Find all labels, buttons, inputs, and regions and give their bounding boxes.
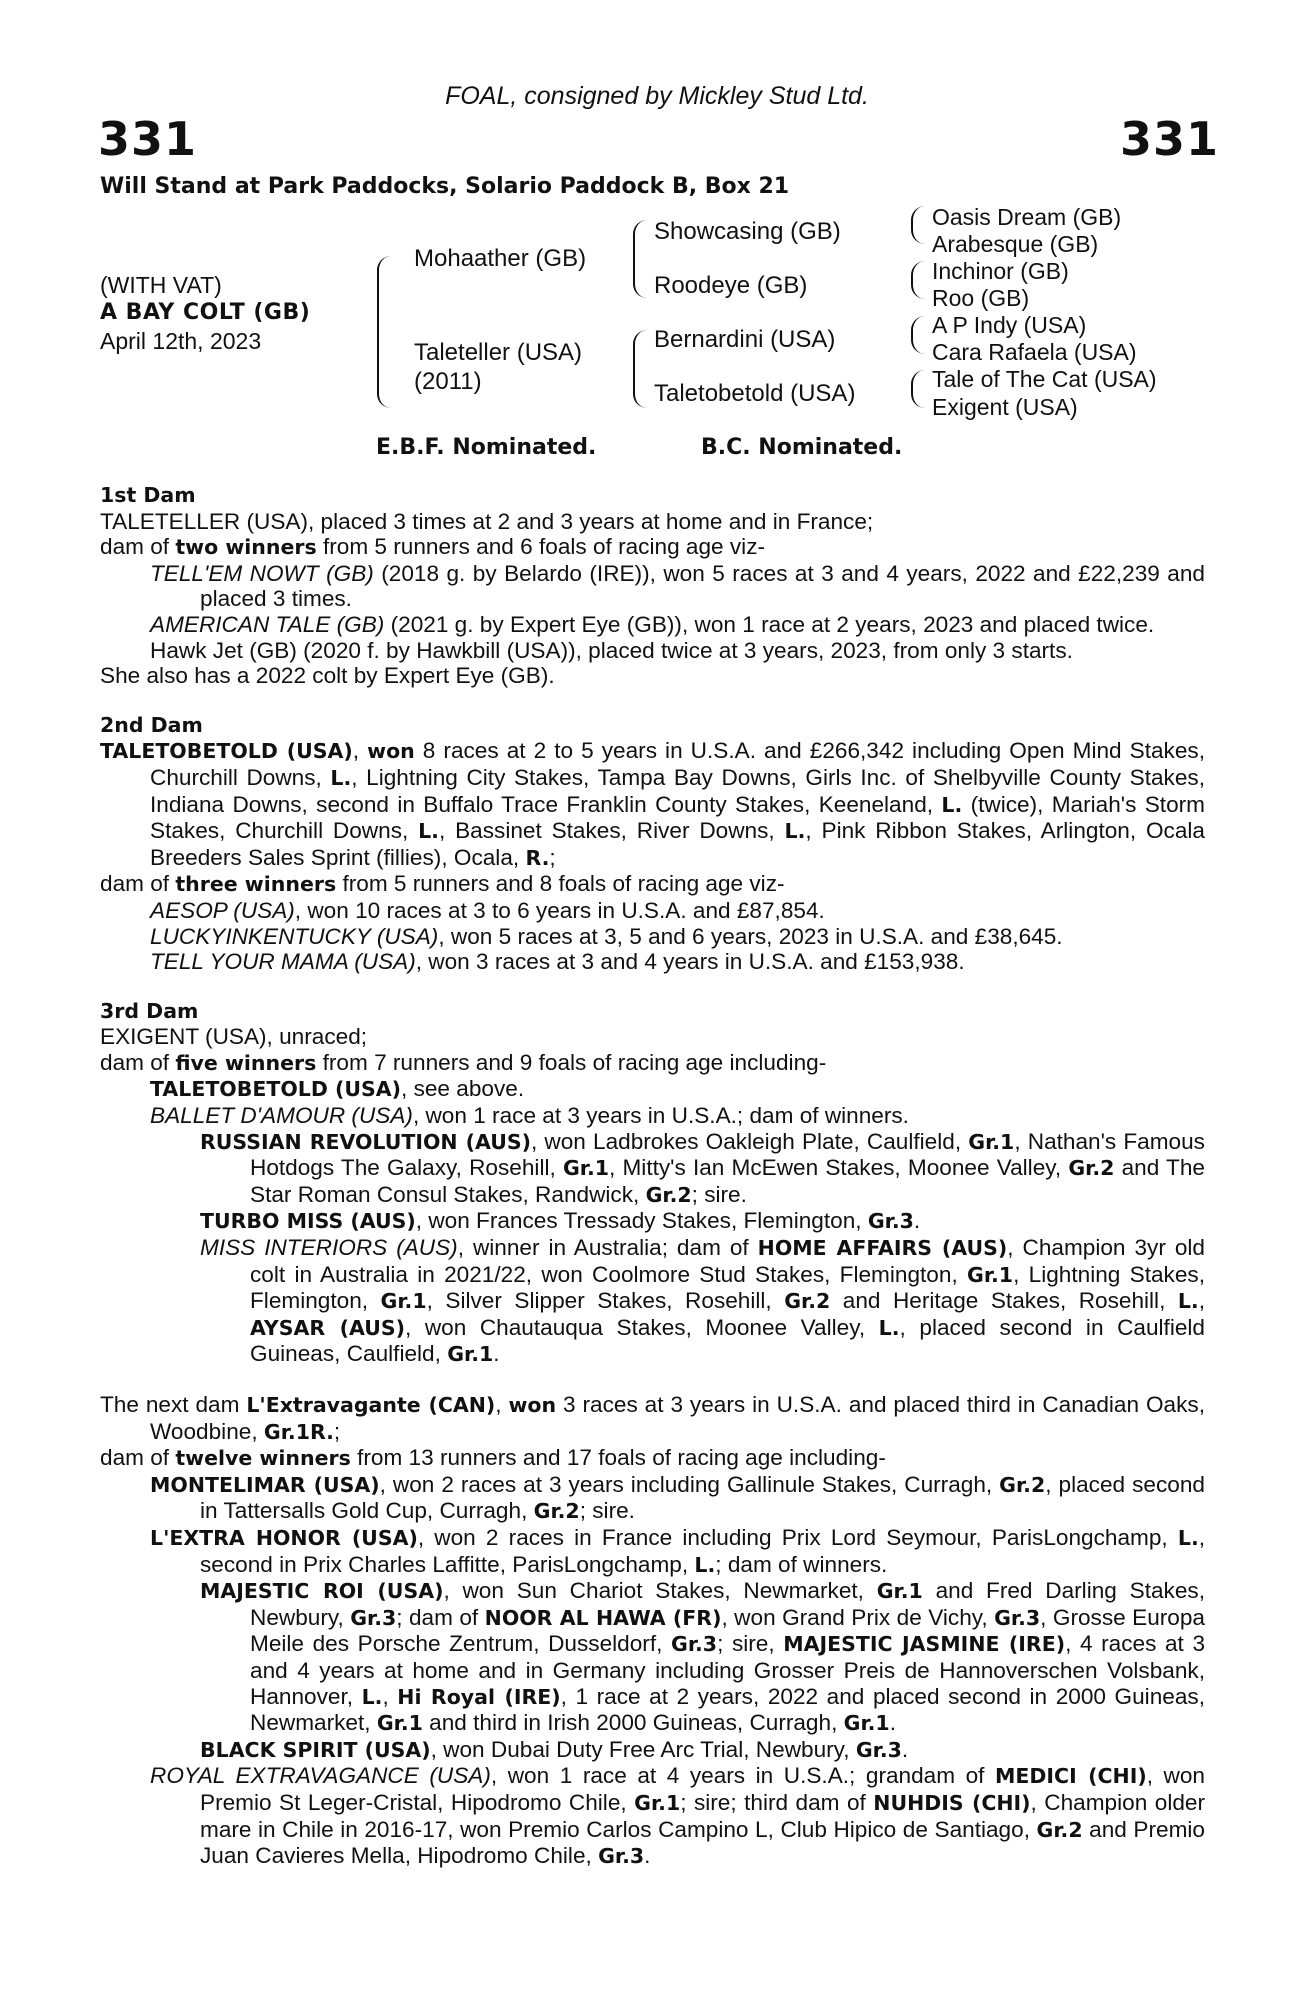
pedigree-brace-sire	[633, 220, 653, 298]
pedigree-brace-ss	[911, 206, 931, 244]
pedigree-brace-dam	[633, 330, 653, 408]
bc-nomination: B.C. Nominated.	[701, 435, 903, 460]
pedigree-brace-ds	[911, 316, 931, 354]
first-dam-heading: 1st Dam	[100, 483, 196, 507]
pedigree-sire-sire: Showcasing (GB)	[654, 218, 841, 245]
first-dam-note: She also has a 2022 colt by Expert Eye (GB).	[100, 663, 555, 689]
ebf-nomination: E.B.F. Nominated.	[376, 435, 597, 460]
second-dam-heading: 2nd Dam	[100, 712, 203, 737]
pedigree-ggp: Oasis Dream (GB)	[932, 204, 1122, 230]
pedigree-ggp: Inchinor (GB)	[932, 258, 1069, 284]
offspring-entry: TELL YOUR MAMA (USA), won 3 races at 3 and 4 years in U.S.A. and £153,938.	[150, 949, 965, 975]
second-dam-produce: dam of three winners from 5 runners and 8 foals of racing age viz-	[100, 871, 785, 897]
grand-offspring-entry: MISS INTERIORS (AUS), winner in Australia; dam of HOME AFFAIRS (AUS), Champion 3yr old colt in Australia in 2021/22, won Coolmore Stud Stakes, Flemington, Gr.1, Lightning Stakes, Flemington, Gr.1, Silver Slipper Stakes, Rosehill, Gr.2 and Heritage Stakes, Rosehill, L., AYSAR (AUS), won Chautauqua Stakes, Moonee Valley, L., placed second in Caulfield Guineas, Caulfield, Gr.1.	[200, 1235, 1206, 1367]
first-dam-produce: dam of two winners from 5 runners and 6 foals of racing age viz-	[100, 534, 766, 560]
pedigree-dam-dam: Taletobetold (USA)	[654, 380, 856, 407]
offspring-entry: LUCKYINKENTUCKY (USA), won 5 races at 3, 5 and 6 years, 2023 in U.S.A. and £38,645.	[150, 923, 1063, 949]
third-dam-heading: 3rd Dam	[100, 998, 199, 1023]
pedigree-ggp: A P Indy (USA)	[932, 312, 1087, 338]
offspring-entry: ROYAL EXTRAVAGANCE (USA), won 1 race at 4 years in U.S.A.; grandam of MEDICI (CHI), won Premio St Leger-Cristal, Hipodromo Chile, Gr.1; sire; third dam of NUHDIS (CHI), Champion older mare in Chile in 2016-17, won Premio Carlos Campino L, Club Hipico de Santiago, Gr.2 and Premio Juan Cavieres Mella, Hipodromo Chile, Gr.3.	[150, 1763, 1205, 1869]
pedigree-ggp: Tale of The Cat (USA)	[932, 366, 1157, 392]
offspring-entry: MONTELIMAR (USA), won 2 races at 3 years including Gallinule Stakes, Curragh, Gr.2, placed second in Tattersalls Gold Cup, Curragh, Gr.2; sire.	[150, 1471, 1205, 1524]
pedigree-brace-dd	[911, 370, 931, 408]
pedigree-ggp: Arabesque (GB)	[932, 231, 1099, 257]
pedigree-brace-main	[377, 256, 397, 408]
vat-note: (WITH VAT)	[100, 272, 222, 298]
catalogue-text	[100, 483, 1205, 1870]
offspring-entry: TELL'EM NOWT (GB) (2018 g. by Belardo (IRE)), won 5 races at 3 and 4 years, 2022 and £22,239 and placed 3 times.	[150, 560, 1205, 612]
offspring-entry: Hawk Jet (GB) (2020 f. by Hawkbill (USA)), placed twice at 3 years, 2023, from only 3 starts.	[150, 637, 1073, 663]
stand-location: Will Stand at Park Paddocks, Solario Paddock B, Box 21	[100, 174, 790, 199]
first-dam-line: TALETELLER (USA), placed 3 times at 2 and 3 years at home and in France;	[100, 508, 874, 534]
grand-offspring-entry: MAJESTIC ROI (USA), won Sun Chariot Stakes, Newmarket, Gr.1 and Fred Darling Stakes, Newbury, Gr.3; dam of NOOR AL HAWA (FR), won Grand Prix de Vichy, Gr.3, Grosse Europa Meile des Porsche Zentrum, Dusseldorf, Gr.3; sire, MAJESTIC JASMINE (IRE), 4 races at 3 and 4 years at home and in Germany including Grosser Preis de Hannoverschen Volsbank, Hannover, L., Hi Royal (IRE), 1 race at 2 years, 2022 and placed second in 2000 Guineas, Newmarket, Gr.1 and third in Irish 2000 Guineas, Curragh, Gr.1.	[200, 1578, 1206, 1736]
third-dam-produce: dam of five winners from 7 runners and 9 foals of racing age including-	[100, 1049, 827, 1075]
subject-name: A BAY COLT (GB)	[100, 300, 311, 325]
pedigree-dam: Taleteller (USA)	[414, 339, 583, 366]
pedigree-dam-sire: Bernardini (USA)	[654, 326, 836, 353]
pedigree-sire: Mohaather (GB)	[414, 245, 587, 272]
offspring-entry: AESOP (USA), won 10 races at 3 to 6 years in U.S.A. and £87,854.	[150, 897, 825, 923]
grand-offspring-entry: TURBO MISS (AUS), won Frances Tressady Stakes, Flemington, Gr.3.	[200, 1208, 921, 1234]
lot-number-left: 331	[98, 112, 198, 166]
third-dam-line: EXIGENT (USA), unraced;	[100, 1024, 368, 1050]
offspring-entry: L'EXTRA HONOR (USA), won 2 races in France including Prix Lord Seymour, ParisLongchamp, L., second in Prix Charles Laffitte, ParisLongchamp, L.; dam of winners.	[150, 1524, 1206, 1577]
next-dam-record: The next dam L'Extravagante (CAN), won 3 races at 3 years in U.S.A. and placed third in Canadian Oaks, Woodbine, Gr.1R.;	[100, 1392, 1205, 1444]
second-dam-record: TALETOBETOLD (USA), won 8 races at 2 to 5 years in U.S.A. and £266,342 including Open Mind Stakes, Churchill Downs, L., Lightning City Stakes, Tampa Bay Downs, Girls Inc. of Shelbyville County Stakes, Indiana Downs, second in Buffalo Trace Franklin County Stakes, Keeneland, L. (twice), Mariah's Storm Stakes, Churchill Downs, L., Bassinet Stakes, River Downs, L., Pink Ribbon Stakes, Arlington, Ocala Breeders Sales Sprint (fillies), Ocala, R.;	[100, 738, 1205, 870]
pedigree-ggp: Exigent (USA)	[932, 394, 1078, 420]
pedigree-sire-dam: Roodeye (GB)	[654, 272, 808, 299]
foaling-date: April 12th, 2023	[100, 328, 262, 354]
offspring-entry: BALLET D'AMOUR (USA), won 1 race at 3 years in U.S.A.; dam of winners.	[150, 1103, 909, 1129]
grand-offspring-entry: BLACK SPIRIT (USA), won Dubai Duty Free Arc Trial, Newbury, Gr.3.	[200, 1736, 909, 1762]
pedigree-ggp: Cara Rafaela (USA)	[932, 339, 1137, 365]
pedigree-brace-sd	[911, 261, 931, 299]
pedigree-dam-year: (2011)	[414, 368, 482, 395]
offspring-entry: AMERICAN TALE (GB) (2021 g. by Expert Eye (GB)), won 1 race at 2 years, 2023 and placed twice.	[150, 611, 1155, 637]
next-dam-produce: dam of twelve winners from 13 runners and 17 foals of racing age including-	[100, 1445, 886, 1471]
lot-number-right: 331	[1120, 112, 1220, 166]
offspring-entry: TALETOBETOLD (USA), see above.	[150, 1076, 525, 1102]
consignor-line: FOAL, consigned by Mickley Stud Ltd.	[445, 82, 869, 110]
pedigree-ggp: Roo (GB)	[932, 285, 1030, 311]
grand-offspring-entry: RUSSIAN REVOLUTION (AUS), won Ladbrokes Oakleigh Plate, Caulfield, Gr.1, Nathan's Famous Hotdogs The Galaxy, Rosehill, Gr.1, Mitty's Ian McEwen Stakes, Moonee Valley, Gr.2 and The Star Roman Consul Stakes, Randwick, Gr.2; sire.	[200, 1128, 1205, 1207]
